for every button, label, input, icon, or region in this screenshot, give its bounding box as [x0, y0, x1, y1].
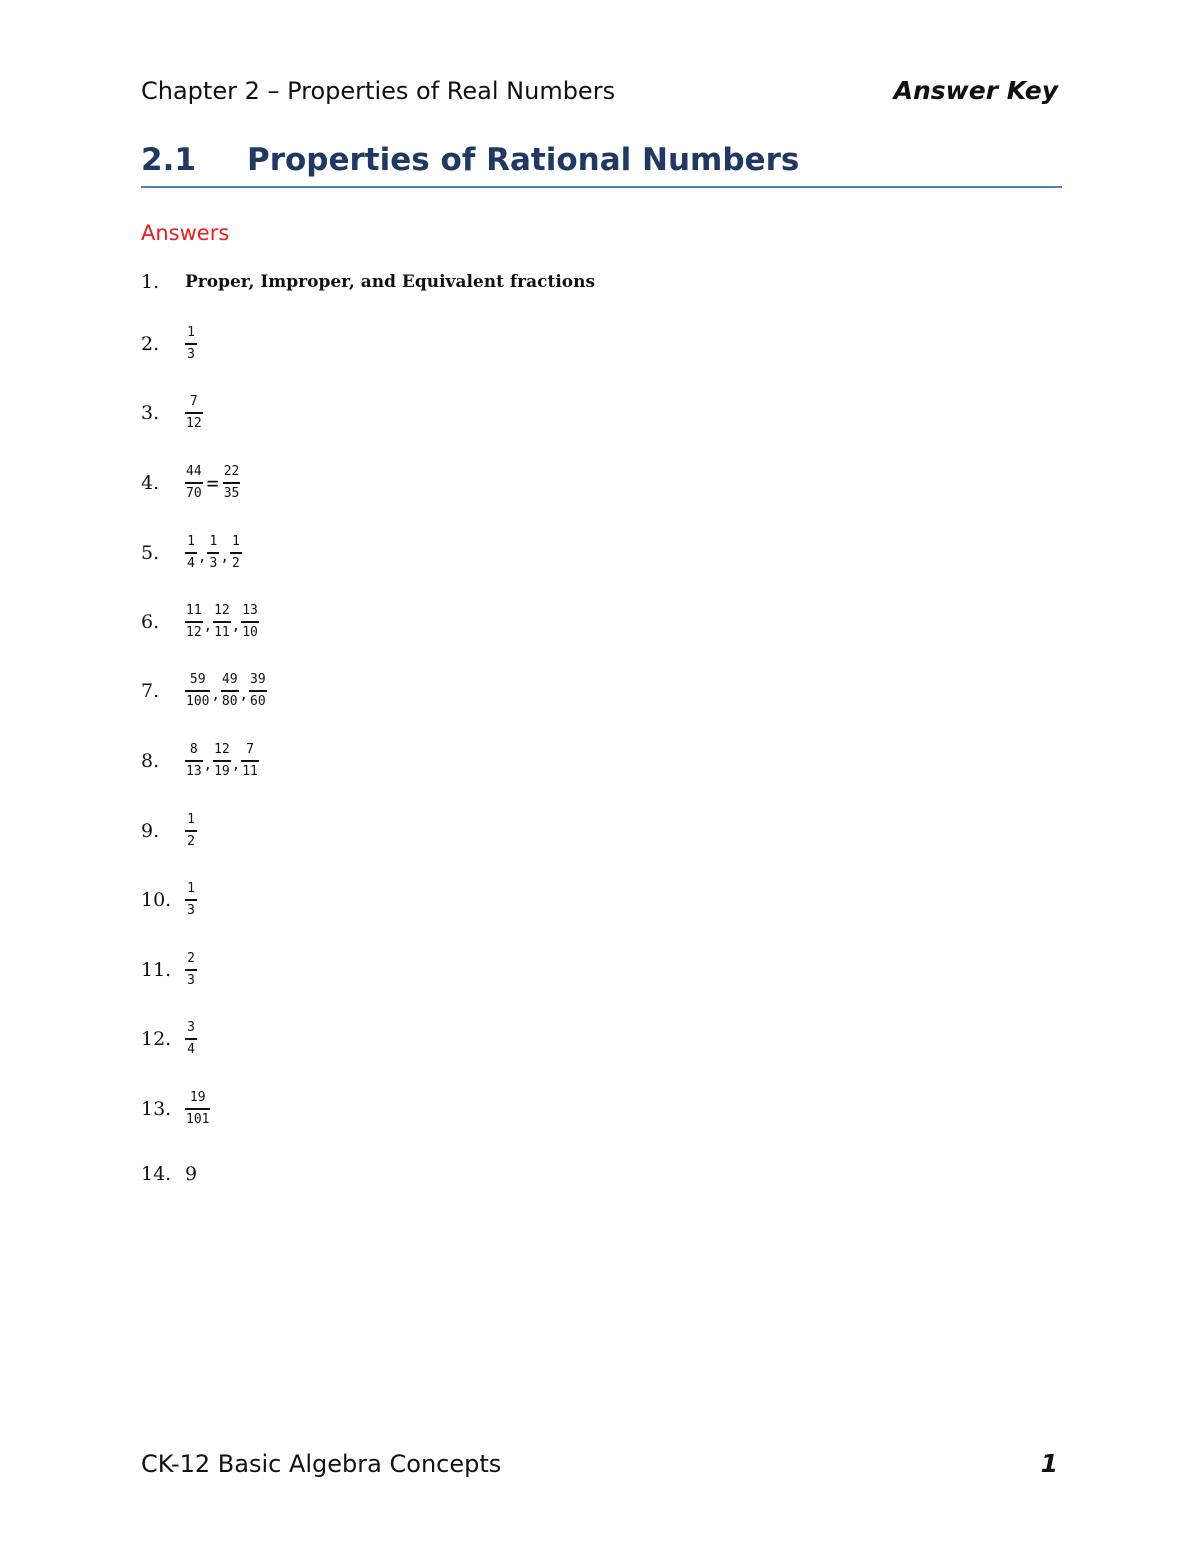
separator: ,: [231, 757, 241, 773]
answer-number: 10.: [141, 889, 172, 911]
fraction-numerator: 1: [187, 534, 195, 549]
answer-math: [185, 395, 203, 431]
answer-item: [141, 803, 197, 859]
fraction-numerator: 7: [189, 394, 198, 409]
answer-item: [141, 1011, 197, 1067]
answer-item: [141, 385, 203, 441]
fraction: [185, 535, 197, 571]
answers-heading: Answers: [141, 221, 230, 245]
separator: ,: [239, 687, 249, 703]
fraction: [185, 1021, 197, 1057]
section-title: Properties of Rational Numbers: [247, 142, 800, 178]
fraction-denominator: 101: [185, 1108, 210, 1127]
answer-item: [141, 663, 267, 719]
fraction-denominator: 35: [223, 482, 241, 501]
fraction-denominator: 70: [185, 482, 203, 501]
section-number: 2.1: [141, 142, 196, 178]
answer-item: [141, 455, 240, 511]
fraction: [221, 673, 239, 709]
fraction-numerator: 3: [187, 1020, 195, 1035]
answer-number: 8.: [141, 750, 160, 772]
fraction-denominator: 60: [249, 690, 267, 709]
answer-math: [185, 673, 267, 709]
separator: ,: [203, 618, 213, 634]
fraction: [185, 673, 210, 709]
answer-math: [185, 326, 197, 362]
fraction-denominator: 3: [185, 899, 197, 918]
equals-sign: =: [206, 471, 219, 495]
answer-math: [185, 743, 259, 779]
chapter-title: Chapter 2 – Properties of Real Numbers: [141, 77, 616, 105]
answer-math: [185, 465, 240, 501]
fraction: [223, 465, 241, 501]
fraction-denominator: 3: [185, 343, 197, 362]
fraction-denominator: 11: [213, 621, 231, 640]
fraction-denominator: 4: [185, 552, 197, 571]
fraction-denominator: 12: [185, 621, 203, 640]
answer-math: [185, 882, 197, 918]
fraction-numerator: 44: [186, 464, 202, 479]
fraction-denominator: 13: [185, 760, 203, 779]
answer-number: 6.: [141, 611, 160, 633]
page-number: 1: [1040, 1449, 1058, 1478]
fraction-denominator: 19: [213, 760, 231, 779]
fraction: [207, 535, 219, 571]
fraction: [185, 743, 203, 779]
fraction-numerator: 11: [186, 603, 202, 618]
fraction-numerator: 2: [187, 951, 195, 966]
fraction: [185, 465, 203, 501]
answer-item: [141, 254, 595, 310]
answer-number: 5.: [141, 542, 160, 564]
separator: ,: [198, 549, 207, 565]
fraction: [213, 604, 231, 640]
fraction-denominator: 12: [185, 412, 203, 431]
fraction-denominator: 3: [185, 969, 197, 988]
separator: ,: [203, 757, 213, 773]
fraction: [230, 535, 242, 571]
fraction-denominator: 80: [221, 690, 239, 709]
fraction: [213, 743, 231, 779]
answer-math: [185, 604, 259, 640]
separator: ,: [211, 687, 220, 703]
fraction-numerator: 1: [187, 881, 195, 896]
fraction-denominator: 2: [185, 830, 197, 849]
answer-number: 11.: [141, 959, 172, 981]
fraction-numerator: 59: [189, 672, 206, 687]
fraction-denominator: 100: [185, 690, 210, 709]
answer-item: [141, 942, 197, 998]
fraction-numerator: 8: [189, 742, 198, 757]
fraction: [185, 1091, 210, 1127]
fraction-denominator: 3: [207, 552, 219, 571]
answer-math: [185, 952, 197, 988]
answer-value: 9: [185, 1163, 198, 1185]
fraction-numerator: 7: [246, 742, 254, 757]
fraction-numerator: 1: [231, 534, 240, 549]
answer-number: 3.: [141, 402, 160, 424]
answer-number: 12.: [141, 1028, 172, 1050]
separator: ,: [231, 618, 241, 634]
fraction: [185, 882, 197, 918]
answer-item: [141, 316, 197, 372]
answer-item: [141, 1081, 210, 1137]
fraction-numerator: 12: [214, 603, 230, 618]
fraction-numerator: 12: [214, 742, 230, 757]
answer-item: [141, 872, 197, 928]
answer-number: 2.: [141, 333, 160, 355]
fraction-numerator: 19: [189, 1090, 206, 1105]
answer-item: [141, 1146, 197, 1202]
fraction: [249, 673, 267, 709]
answer-math: [185, 535, 242, 571]
fraction-numerator: 22: [223, 464, 240, 479]
answer-number: 14.: [141, 1163, 172, 1185]
answer-math: [185, 1091, 210, 1127]
answer-math: [185, 813, 197, 849]
answer-key-label: Answer Key: [893, 76, 1058, 105]
fraction-denominator: 4: [185, 1038, 197, 1057]
fraction: [241, 604, 259, 640]
answer-item: [141, 733, 259, 789]
fraction: [185, 395, 203, 431]
answer-item: [141, 594, 259, 650]
fraction-numerator: 49: [221, 672, 238, 687]
fraction: [185, 952, 197, 988]
fraction: [185, 326, 197, 362]
answer-number: 1.: [141, 271, 160, 293]
fraction: [185, 604, 203, 640]
fraction-denominator: 11: [241, 760, 259, 779]
answer-item: [141, 525, 242, 581]
fraction-numerator: 39: [250, 672, 266, 687]
answer-number: 7.: [141, 680, 160, 702]
separator: ,: [220, 549, 229, 565]
fraction-denominator: 10: [241, 621, 259, 640]
page-footer: [141, 1447, 1058, 1483]
fraction-numerator: 1: [187, 325, 195, 340]
answer-number: 13.: [141, 1098, 172, 1120]
fraction-numerator: 1: [209, 534, 218, 549]
fraction: [185, 813, 197, 849]
fraction-numerator: 13: [242, 603, 258, 618]
fraction-numerator: 1: [187, 812, 195, 827]
answer-math: [185, 1021, 197, 1057]
fraction: [241, 743, 259, 779]
answer-number: 4.: [141, 472, 160, 494]
fraction-denominator: 2: [230, 552, 242, 571]
book-title: CK-12 Basic Algebra Concepts: [141, 1450, 502, 1478]
answer-number: 9.: [141, 820, 160, 842]
answer-text: Proper, Improper, and Equivalent fractions: [185, 272, 596, 292]
